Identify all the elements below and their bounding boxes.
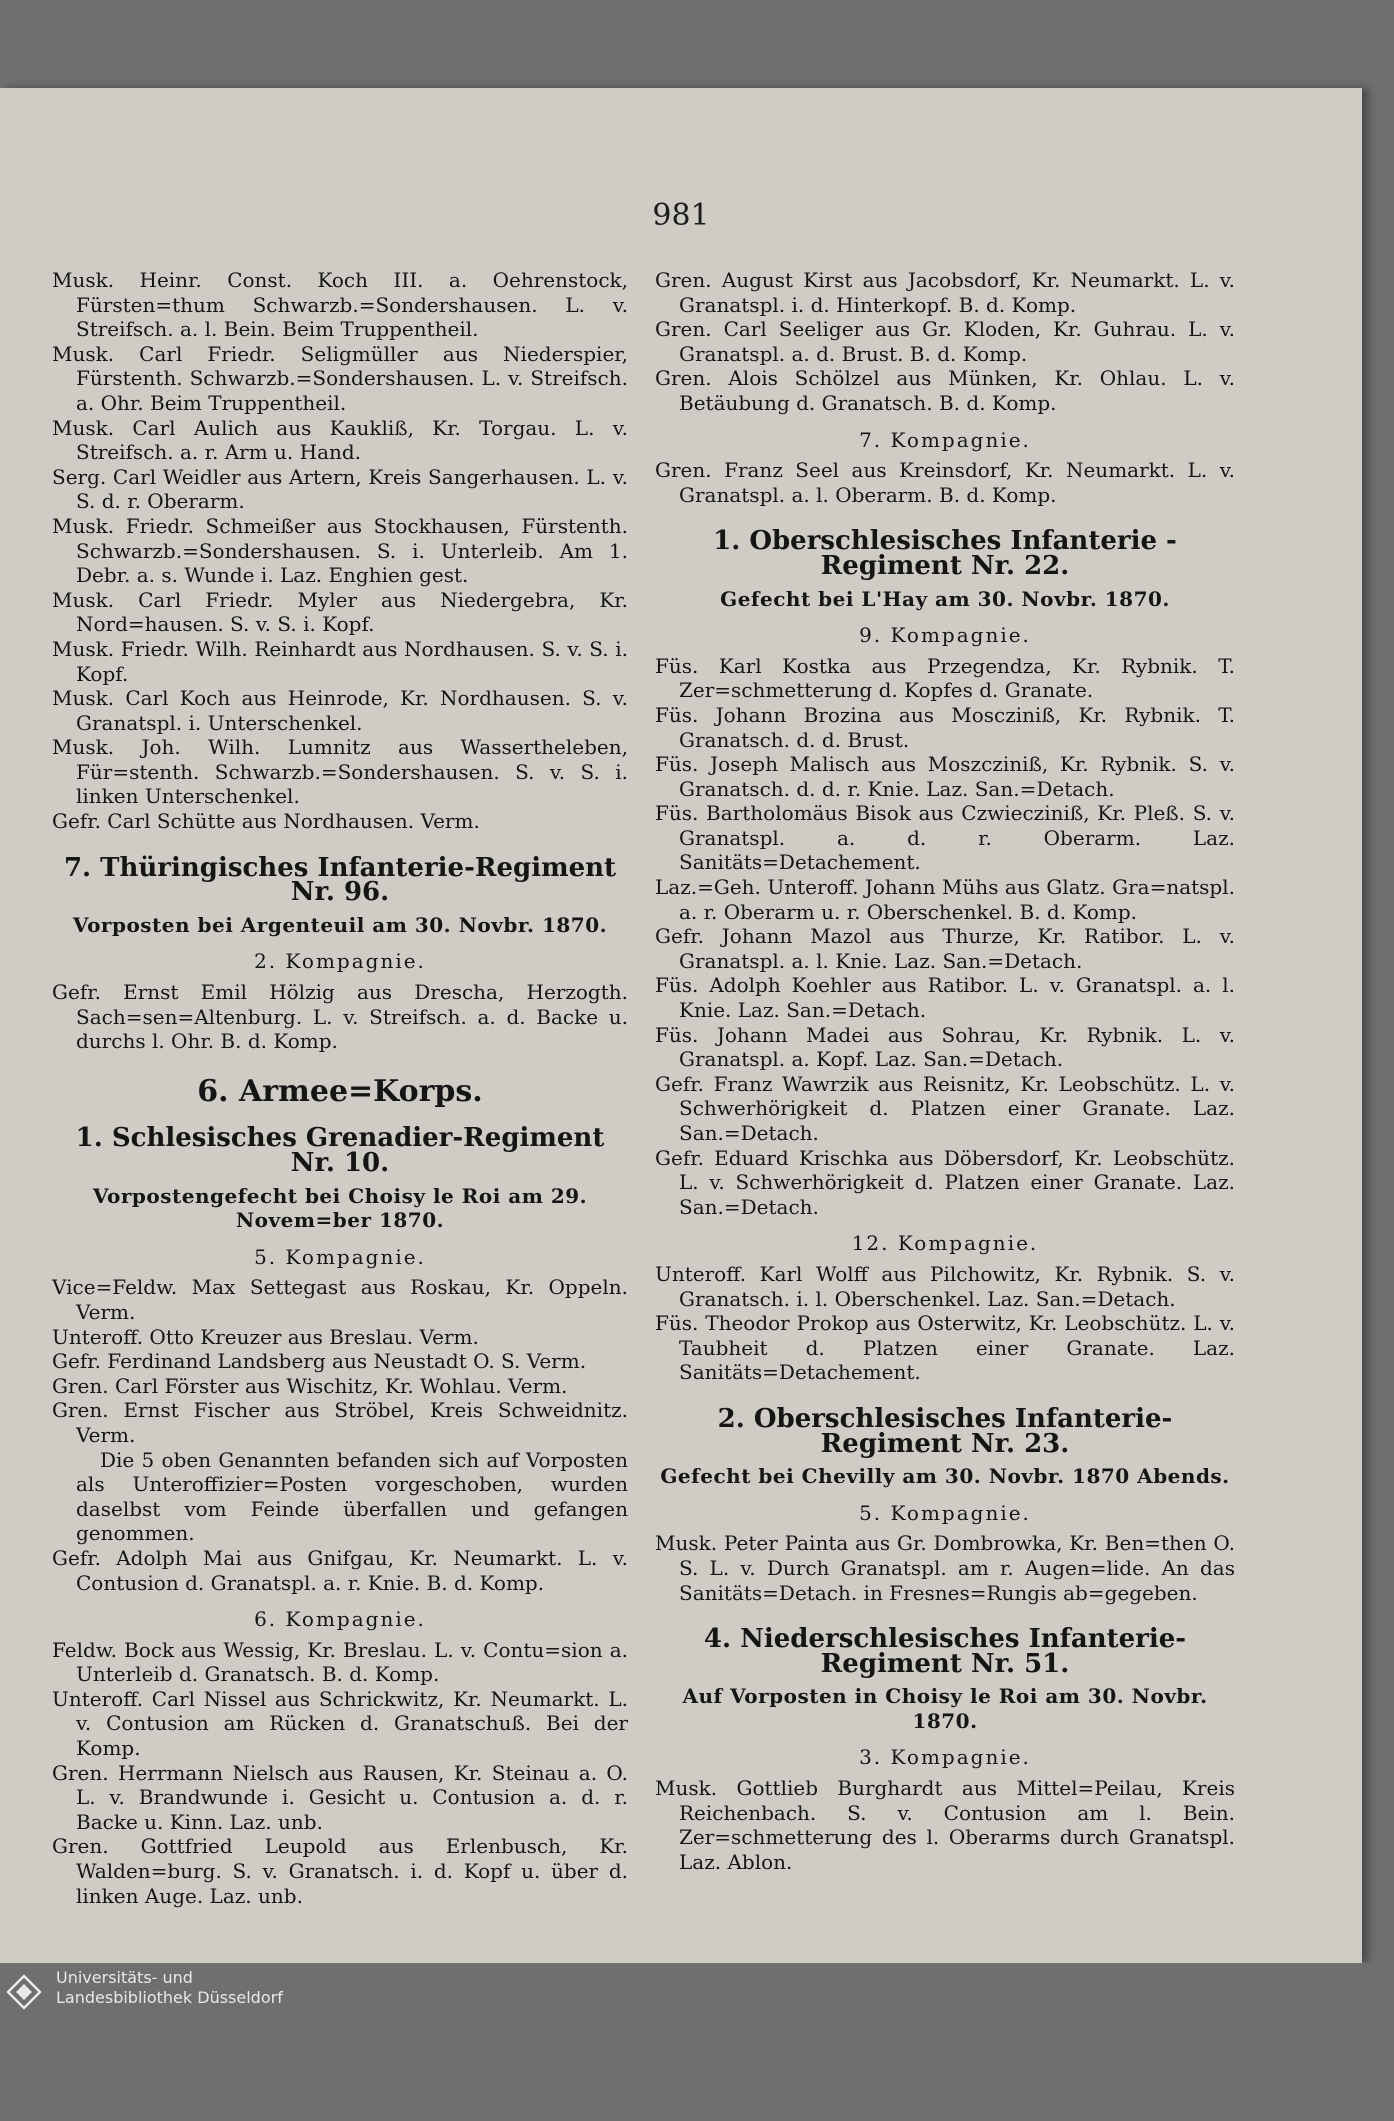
casualty-entry: Unteroff. Karl Wolff aus Pilchowitz, Kr. Rybnik. S. v. Granatsch. i. l. Oberschenkel. Laz. San.=Detach. bbox=[655, 1261, 1235, 1311]
casualty-entry: Serg. Carl Weidler aus Artern, Kreis Sangerhausen. L. v. S. d. r. Oberarm. bbox=[52, 464, 628, 514]
casualty-entry: Füs. Johann Brozina aus Moscziniß, Kr. Rybnik. T. Granatsch. d. d. Brust. bbox=[655, 702, 1235, 752]
regiment-heading: 1. Oberschlesisches Infanterie - Regiment Nr. 22. bbox=[713, 526, 1177, 581]
casualty-entry: Gefr. Franz Wawrzik aus Reisnitz, Kr. Leobschütz. L. v. Schwerhörigkeit d. Platzen einer Granate. Laz. San.=Detach. bbox=[655, 1071, 1235, 1145]
casualty-entry: Füs. Johann Madei aus Sohrau, Kr. Rybnik. L. v. Granatspl. a. Kopf. Laz. San.=Detach. bbox=[655, 1022, 1235, 1072]
company-heading: 5. Kompagnie. bbox=[254, 1244, 426, 1269]
casualty-entry: Gren. Alois Schölzel aus Münken, Kr. Ohlau. L. v. Betäubung d. Granatsch. B. d. Komp. bbox=[655, 366, 1235, 415]
casualty-entry: Musk. Friedr. Schmeißer aus Stockhausen, Fürstenth. Schwarzb.=Sondershausen. S. i. Unterleib. Am 1. Debr. a. s. Wunde i. Laz. Enghien gest. bbox=[52, 513, 628, 588]
document-page bbox=[0, 88, 1362, 1963]
casualty-entry: Gefr. Adolph Mai aus Gnifgau, Kr. Neumarkt. L. v. Contusion d. Granatspl. a. r. Knie. B. d. Komp. bbox=[52, 1545, 628, 1595]
casualty-entry: Unteroff. Carl Nissel aus Schrickwitz, Kr. Neumarkt. L. v. Contusion am Rücken d. Granatschuß. Bei der Komp. bbox=[52, 1686, 628, 1761]
company-heading: 12. Kompagnie. bbox=[851, 1231, 1039, 1256]
casualty-entry: Füs. Bartholomäus Bisok aus Czwiecziniß, Kr. Pleß. S. v. Granatspl. a. d. r. Oberarm. Laz. Sanitäts=Detachement. bbox=[655, 801, 1235, 875]
right-column bbox=[655, 268, 1235, 1874]
casualty-entry: Musk. Carl Koch aus Heinrode, Kr. Nordhausen. S. v. Granatspl. i. Unterschenkel. bbox=[52, 686, 628, 735]
casualty-entry: Gren. Franz Seel aus Kreinsdorf, Kr. Neumarkt. L. v. Granatspl. a. l. Oberarm. B. d. Komp. bbox=[655, 458, 1235, 507]
casualty-entry: Gren. Herrmann Nielsch aus Rausen, Kr. Steinau a. O. L. v. Brandwunde i. Gesicht u. Contusion a. d. r. Backe u. Kinn. Laz. unb. bbox=[52, 1760, 628, 1834]
note-paragraph: Die 5 oben Genannten befanden sich auf Vorposten als Unteroffizier=Posten vorgeschoben, wurden daselbst vom Feinde überfallen und gefangen genommen. bbox=[76, 1447, 628, 1546]
casualty-entry: Gren. August Kirst aus Jacobsdorf, Kr. Neumarkt. L. v. Granatspl. i. d. Hinterkopf. B. d. Komp. bbox=[655, 268, 1235, 317]
casualty-entry: Gefr. Eduard Krischka aus Döbersdorf, Kr. Leobschütz. L. v. Schwerhörigkeit d. Platzen einer Granate. Laz. San.=Detach. bbox=[655, 1145, 1235, 1219]
casualty-entry: Füs. Adolph Koehler aus Ratibor. L. v. Granatspl. a. l. Knie. Laz. San.=Detach. bbox=[655, 973, 1235, 1023]
corps-heading: 6. Armee=Korps. bbox=[197, 1073, 483, 1109]
regiment-heading: 7. Thüringisches Infanterie-Regiment Nr. 96. bbox=[63, 852, 617, 908]
casualty-entry: Füs. Karl Kostka aus Przegendza, Kr. Rybnik. T. Zer=schmetterung d. Kopfes d. Granate. bbox=[655, 653, 1235, 703]
casualty-entry: Musk. Peter Painta aus Gr. Dombrowka, Kr. Ben=then O. S. L. v. Durch Granatspl. am r. Augen=lide. An das Sanitäts=Detach. in Fresnes=Rungis ab=gegeben. bbox=[655, 1531, 1235, 1605]
casualty-entry: Musk. Friedr. Wilh. Reinhardt aus Nordhausen. S. v. S. i. Kopf. bbox=[52, 636, 628, 686]
regiment-heading: 4. Niederschlesisches Infanterie-Regiment Nr. 51. bbox=[703, 1624, 1187, 1679]
casualty-entry: Musk. Gottlieb Burghardt aus Mittel=Peilau, Kreis Reichenbach. S. v. Contusion am l. Bein. Zer=schmetterung des l. Oberarms durch Granatspl. Laz. Ablon. bbox=[655, 1776, 1235, 1874]
regiment-heading: 2. Oberschlesisches Infanterie-Regiment Nr. 23. bbox=[717, 1403, 1173, 1459]
casualty-entry: Füs. Theodor Prokop aus Osterwitz, Kr. Leobschütz. L. v. Taubheit d. Platzen einer Granate. Laz. Sanitäts=Detachement. bbox=[655, 1311, 1235, 1385]
casualty-entry: Gren. Carl Förster aus Wischitz, Kr. Wohlau. Verm. bbox=[52, 1373, 568, 1398]
casualty-entry: Füs. Joseph Malisch aus Moszcziniß, Kr. Rybnik. S. v. Granatsch. d. d. r. Knie. Laz. San.=Detach. bbox=[655, 752, 1235, 801]
page-number: 981 bbox=[652, 198, 710, 233]
company-heading: 7. Kompagnie. bbox=[859, 427, 1031, 452]
casualty-entry: Feldw. Bock aus Wessig, Kr. Breslau. L. v. Contu=sion a. Unterleib d. Granatsch. B. d. Komp. bbox=[52, 1637, 628, 1687]
battle-heading: Gefecht bei Chevilly am 30. Novbr. 1870 Abends. bbox=[660, 1464, 1230, 1489]
casualty-entry: Vice=Feldw. Max Settegast aus Roskau, Kr. Oppeln. Verm. bbox=[52, 1275, 628, 1324]
casualty-entry: Musk. Joh. Wilh. Lumnitz aus Wassertheleben, Für=stenth. Schwarzb.=Sondershausen. S. v. S. i. linken Unterschenkel. bbox=[52, 735, 628, 809]
library-line-2: Landesbibliothek Düsseldorf bbox=[56, 1988, 283, 2007]
casualty-entry: Gren. Gottfried Leupold aus Erlenbusch, Kr. Walden=burg. S. v. Granatsch. i. d. Kopf u. über d. linken Auge. Laz. unb. bbox=[52, 1834, 628, 1908]
company-heading: 2. Kompagnie. bbox=[254, 949, 426, 974]
casualty-entry: Musk. Carl Friedr. Seligmüller aus Niederspier, Fürstenth. Schwarzb.=Sondershausen. L. v. Streifsch. a. Ohr. Beim Truppentheil. bbox=[52, 341, 628, 415]
casualty-entry: Gren. Carl Seeliger aus Gr. Kloden, Kr. Guhrau. L. v. Granatspl. a. d. Brust. B. d. Komp. bbox=[655, 317, 1235, 366]
library-credit bbox=[56, 1968, 283, 2008]
battle-heading: Vorposten bei Argenteuil am 30. Novbr. 1870. bbox=[72, 912, 608, 937]
casualty-entry: Musk. Carl Friedr. Myler aus Niedergebra, Kr. Nord=hausen. S. v. S. i. Kopf. bbox=[52, 587, 628, 637]
battle-heading: Vorpostengefecht bei Choisy le Roi am 29. Novem=ber 1870. bbox=[92, 1183, 588, 1233]
company-heading: 6. Kompagnie. bbox=[254, 1607, 426, 1632]
casualty-entry: Gefr. Ernst Emil Hölzig aus Drescha, Herzogth. Sach=sen=Altenburg. L. v. Streifsch. a. d. Backe u. durchs l. Ohr. B. d. Komp. bbox=[52, 980, 628, 1054]
library-logo-icon bbox=[4, 1972, 44, 2012]
casualty-entry: Musk. Carl Aulich aus Kaukliß, Kr. Torgau. L. v. Streifsch. a. r. Arm u. Hand. bbox=[52, 415, 628, 465]
battle-heading: Gefecht bei L'Hay am 30. Novbr. 1870. bbox=[720, 586, 1170, 611]
library-line-1: Universitäts- und bbox=[56, 1968, 193, 1987]
casualty-entry: Laz.=Geh. Unteroff. Johann Mühs aus Glatz. Gra=natspl. a. r. Oberarm u. r. Oberschenkel. B. d. Komp. bbox=[655, 875, 1235, 924]
left-column bbox=[52, 268, 628, 1908]
casualty-entry: Gefr. Carl Schütte aus Nordhausen. Verm. bbox=[52, 809, 480, 834]
casualty-entry: Gefr. Ferdinand Landsberg aus Neustadt O. S. Verm. bbox=[52, 1349, 587, 1374]
company-heading: 3. Kompagnie. bbox=[859, 1745, 1031, 1770]
casualty-entry: Musk. Heinr. Const. Koch III. a. Oehrenstock, Fürsten=thum Schwarzb.=Sondershausen. L. v. Streifsch. a. l. Bein. Beim Truppentheil. bbox=[52, 268, 628, 342]
casualty-entry: Unteroff. Otto Kreuzer aus Breslau. Verm. bbox=[52, 1324, 479, 1349]
company-heading: 9. Kompagnie. bbox=[859, 623, 1031, 648]
battle-heading: Auf Vorposten in Choisy le Roi am 30. Novbr. 1870. bbox=[682, 1684, 1208, 1733]
regiment-heading: 1. Schlesisches Grenadier-Regiment Nr. 10. bbox=[75, 1123, 605, 1178]
casualty-entry: Gren. Ernst Fischer aus Ströbel, Kreis Schweidnitz. Verm. bbox=[52, 1398, 628, 1447]
casualty-entry: Gefr. Johann Mazol aus Thurze, Kr. Ratibor. L. v. Granatspl. a. l. Knie. Laz. San.=Detach. bbox=[655, 924, 1235, 973]
company-heading: 5. Kompagnie. bbox=[859, 1500, 1031, 1525]
